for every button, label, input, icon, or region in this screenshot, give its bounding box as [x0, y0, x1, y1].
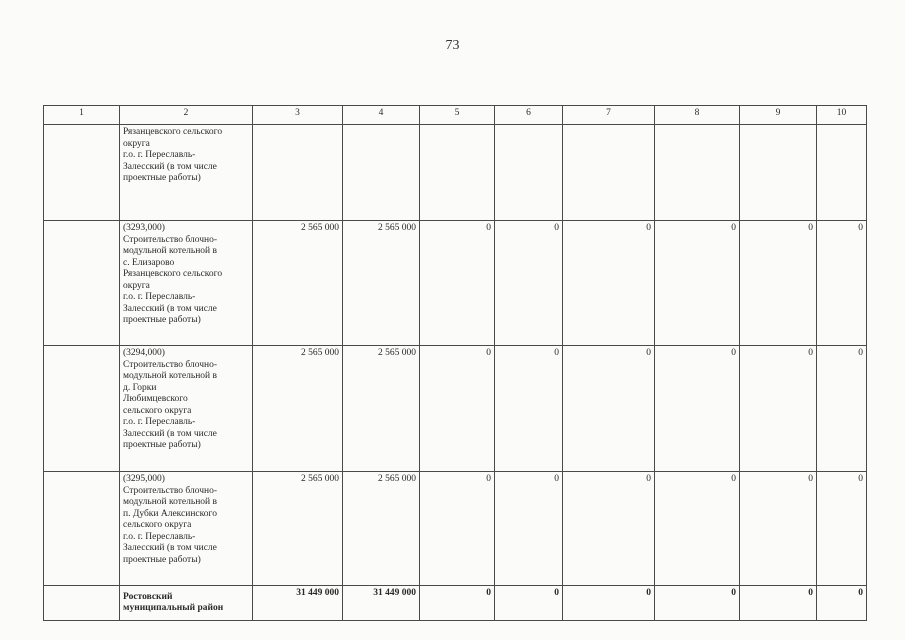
cell-col8: 0: [655, 221, 740, 346]
column-header: 7: [563, 106, 655, 125]
cell-col7: 0: [563, 586, 655, 621]
cell-col9: [740, 125, 817, 221]
cell-col3: 31 449 000: [253, 586, 343, 621]
cell-col3: 2 565 000: [253, 472, 343, 586]
column-header: 9: [740, 106, 817, 125]
column-header: 5: [420, 106, 495, 125]
column-header: 2: [120, 106, 253, 125]
cell-col4: 2 565 000: [343, 472, 420, 586]
cell-col4: 2 565 000: [343, 346, 420, 472]
cell-col8: 0: [655, 472, 740, 586]
cell-col5: 0: [420, 346, 495, 472]
cell-description: Ростовский муниципальный район: [120, 586, 253, 621]
cell-col8: 0: [655, 586, 740, 621]
budget-table: [43, 105, 867, 621]
table-row: [44, 346, 867, 472]
cell-col5: [420, 125, 495, 221]
cell-col4: 2 565 000: [343, 221, 420, 346]
cell-col9: 0: [740, 472, 817, 586]
header-row: [44, 106, 867, 125]
total-row: [44, 586, 867, 621]
cell-col5: 0: [420, 472, 495, 586]
cell-col1: [44, 346, 120, 472]
table-row: [44, 472, 867, 586]
cell-col10: 0: [817, 221, 867, 346]
cell-col10: 0: [817, 472, 867, 586]
cell-col6: 0: [495, 472, 563, 586]
cell-col7: 0: [563, 221, 655, 346]
cell-col8: 0: [655, 346, 740, 472]
cell-col7: 0: [563, 472, 655, 586]
cell-col6: 0: [495, 221, 563, 346]
cell-col1: [44, 125, 120, 221]
cell-col8: [655, 125, 740, 221]
cell-col7: [563, 125, 655, 221]
cell-col6: 0: [495, 586, 563, 621]
cell-col6: 0: [495, 346, 563, 472]
column-header: 3: [253, 106, 343, 125]
cell-col1: [44, 472, 120, 586]
table-row: [44, 125, 867, 221]
column-header: 1: [44, 106, 120, 125]
cell-col3: [253, 125, 343, 221]
page-number: 73: [445, 38, 460, 53]
cell-col7: 0: [563, 346, 655, 472]
cell-col9: 0: [740, 346, 817, 472]
cell-col5: 0: [420, 221, 495, 346]
cell-col5: 0: [420, 586, 495, 621]
cell-col9: 0: [740, 586, 817, 621]
cell-description: (3294,000) Строительство блочно- модульной котельной в д. Горки Любимцевского сельского округа г.о. г. Переславль- Залесский (в том числе проектные работы): [120, 346, 253, 472]
cell-description: (3295,000) Строительство блочно- модульной котельной в п. Дубки Алексинского сельского округа г.о. г. Переславль- Залесский (в том числе проектные работы): [120, 472, 253, 586]
column-header: 6: [495, 106, 563, 125]
cell-col6: [495, 125, 563, 221]
cell-col10: 0: [817, 346, 867, 472]
cell-col10: 0: [817, 586, 867, 621]
cell-col10: [817, 125, 867, 221]
cell-col4: 31 449 000: [343, 586, 420, 621]
cell-col9: 0: [740, 221, 817, 346]
column-header: 4: [343, 106, 420, 125]
column-header: 8: [655, 106, 740, 125]
cell-col4: [343, 125, 420, 221]
cell-description: Рязанцевского сельского округа г.о. г. Переславль- Залесский (в том числе проектные работы): [120, 125, 253, 221]
table-row: [44, 221, 867, 346]
cell-col1: [44, 221, 120, 346]
cell-col3: 2 565 000: [253, 346, 343, 472]
cell-col3: 2 565 000: [253, 221, 343, 346]
cell-description: (3293,000) Строительство блочно- модульной котельной в с. Елизарово Рязанцевского сельского округа г.о. г. Переславль- Залесский (в том числе проектные работы): [120, 221, 253, 346]
column-header: 10: [817, 106, 867, 125]
cell-col1: [44, 586, 120, 621]
